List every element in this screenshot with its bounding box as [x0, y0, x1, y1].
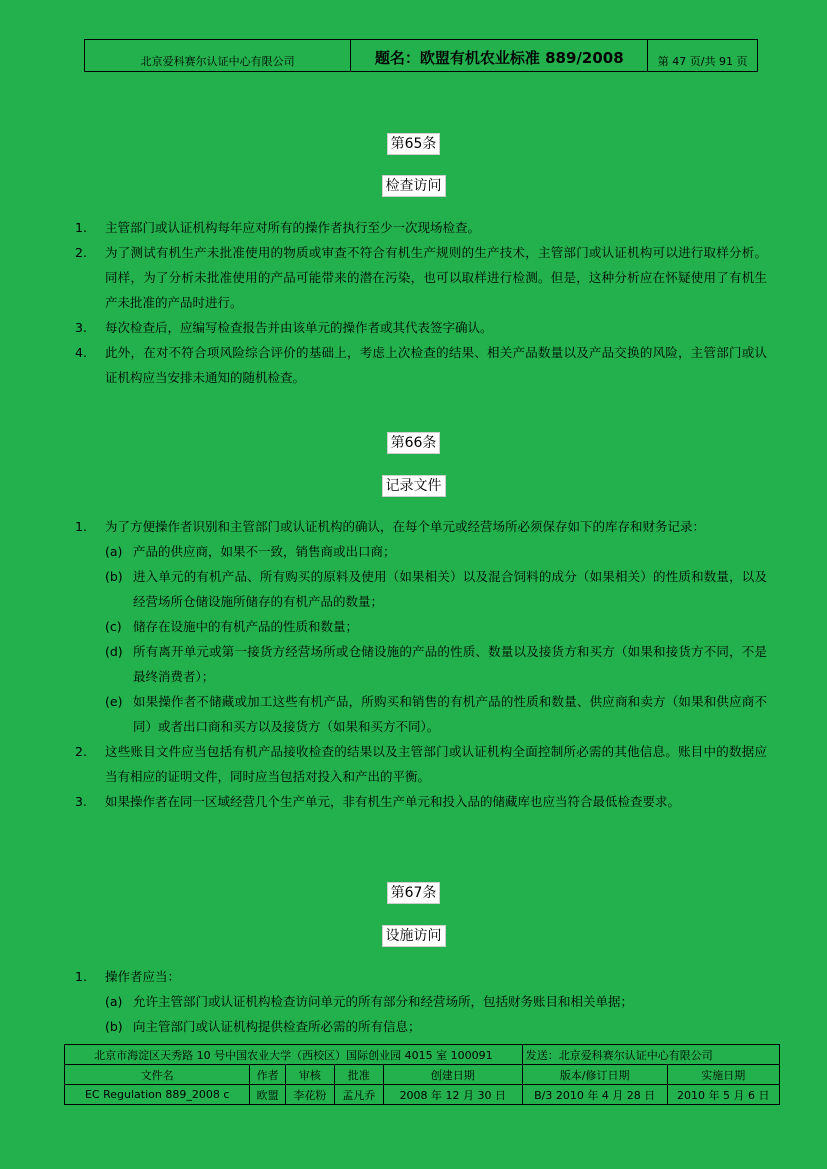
footer-header-cell: 批准 — [334, 1065, 383, 1085]
section-list — [75, 514, 767, 814]
footer-address: 北京市海淀区天秀路 10 号中国农业大学（西校区）国际创业园 4015 室 100091 — [65, 1045, 523, 1065]
header-page-number: 第 47 页/共 91 页 — [657, 55, 748, 68]
footer-header-cell: 审核 — [285, 1065, 334, 1085]
footer-value-cell: 2008 年 12 月 30 日 — [383, 1085, 522, 1105]
list-item: 2. 为了测试有机生产未批准使用的物质或审查不符合有机生产规则的生产技术，主管部门或认证机构可以进行取样分析。同样，为了分析未批准使用的产品可能带来的潜在污染，也可以取样进行检测。但是，这种分析应在怀疑使用了有机生产未批准的产品时进行。 — [75, 245, 767, 310]
footer-value-cell: 孟凡乔 — [334, 1085, 383, 1105]
list-item: 1. 为了方便操作者识别和主管部门或认证机构的确认，在每个单元或经营场所必须保存如下的库存和财务记录： — [75, 519, 706, 534]
section-heading: 记录文件 — [0, 475, 827, 497]
header-company: 北京爱科赛尔认证中心有限公司 — [85, 40, 351, 71]
footer-header-cell: 实施日期 — [667, 1065, 779, 1085]
sub-item: (d) 所有离开单元或第一接货方经营场所或仓储设施的产品的性质、数量以及接货方和买方（如果和接货方不同，不是最终消费者）； — [105, 644, 767, 684]
section-heading: 检查访问 — [0, 175, 827, 197]
header-title: 题名：欧盟有机农业标准 889/2008 — [351, 40, 648, 71]
section-list — [75, 964, 767, 1039]
page-header — [84, 39, 758, 72]
footer-value-row — [65, 1085, 780, 1105]
footer-value-cell: B/3 2010 年 4 月 28 日 — [522, 1085, 667, 1105]
list-item: 4. 此外，在对不符合项风险综合评价的基础上，考虑上次检查的结果、相关产品数量以及产品交换的风险，主管部门或认证机构应当安排未通知的随机检查。 — [75, 345, 767, 385]
sub-item: (b) 进入单元的有机产品、所有购买的原料及使用（如果相关）以及混合饲料的成分（如果相关）的性质和数量，以及经营场所仓储设施所储存的有机产品的数量； — [105, 569, 767, 609]
footer-value-cell: 2010 年 5 月 6 日 — [667, 1085, 779, 1105]
sub-item: (a) 允许主管部门或认证机构检查访问单元的所有部分和经营场所，包括财务账目和相关单据； — [105, 994, 634, 1009]
list-item: 3. 每次检查后，应编写检查报告并由该单元的操作者或其代表签字确认。 — [75, 320, 493, 335]
list-item: 1. 操作者应当： — [75, 969, 181, 984]
article-number: 第66条 — [0, 432, 827, 454]
article-number: 第65条 — [0, 133, 827, 155]
section-heading: 设施访问 — [0, 925, 827, 947]
section-list — [75, 215, 767, 390]
footer-value-cell: EC Regulation 889_2008 c — [65, 1085, 250, 1105]
sub-item: (b) 向主管部门或认证机构提供检查所必需的所有信息； — [105, 1019, 421, 1034]
list-item: 3. 如果操作者在同一区域经营几个生产单元，非有机生产单元和投入品的储藏库也应当符合最低检查要求。 — [75, 794, 681, 809]
footer-issuer: 发送：北京爱科赛尔认证中心有限公司 — [522, 1045, 779, 1065]
footer-header-cell: 文件名 — [65, 1065, 250, 1085]
footer-value-cell: 欧盟 — [250, 1085, 285, 1105]
sub-item: (a) 产品的供应商，如果不一致，销售商或出口商； — [105, 544, 396, 559]
footer-header-row — [65, 1065, 780, 1085]
document-footer-table — [64, 1044, 780, 1105]
footer-value-cell: 李花粉 — [285, 1085, 334, 1105]
footer-header-cell: 作者 — [250, 1065, 285, 1085]
footer-header-cell: 版本/修订日期 — [522, 1065, 667, 1085]
footer-header-cell: 创建日期 — [383, 1065, 522, 1085]
list-item: 1. 主管部门或认证机构每年应对所有的操作者执行至少一次现场检查。 — [75, 220, 481, 235]
sub-item: (e) 如果操作者不储藏或加工这些有机产品，所购买和销售的有机产品的性质和数量、供应商和卖方（如果和供应商不同）或者出口商和买方以及接货方（如果和买方不同）。 — [105, 694, 767, 734]
article-number: 第67条 — [0, 882, 827, 904]
list-item: 2. 这些账目文件应当包括有机产品接收检查的结果以及主管部门或认证机构全面控制所必需的其他信息。账目中的数据应当有相应的证明文件，同时应当包括对投入和产出的平衡。 — [75, 744, 767, 784]
sub-item: (c) 储存在设施中的有机产品的性质和数量； — [105, 619, 359, 634]
